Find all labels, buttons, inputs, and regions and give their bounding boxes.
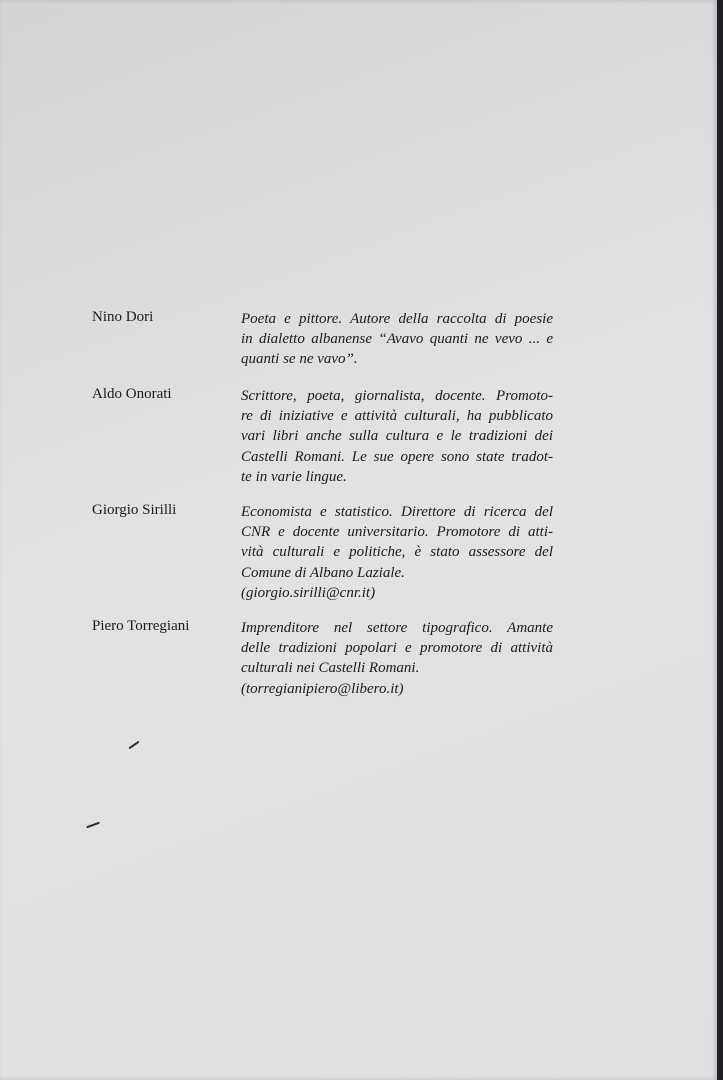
bio-line: delle tradizioni popolari e promotore di attività	[241, 640, 553, 657]
bio-line: Imprenditore nel settore tipografico. Amante	[241, 620, 553, 636]
pencil-mark	[129, 741, 140, 750]
bio-line: culturali nei Castelli Romani.	[241, 660, 420, 677]
bio-line: Economista e statistico. Direttore di ricerca del	[241, 504, 553, 520]
author-bio	[241, 309, 553, 370]
bio-line: Castelli Romani. Le sue opere sono state tradot-	[241, 448, 553, 465]
bio-line: (torregianipiero@libero.it)	[241, 680, 404, 697]
bio-line: CNR e docente universitario. Promotore di atti-	[241, 524, 553, 541]
bio-line: Comune di Albano Laziale.	[241, 564, 405, 581]
author-name: Aldo Onorati	[92, 386, 172, 402]
author-name: Giorgio Sirilli	[92, 502, 177, 518]
bio-line: Scrittore, poeta, giornalista, docente. Promoto-	[241, 388, 553, 404]
bio-line: re di iniziative e attività culturali, ha pubblicato	[241, 408, 553, 425]
pencil-mark	[86, 822, 100, 829]
author-bio	[241, 618, 553, 699]
bio-line: quanti se ne vavo”.	[241, 351, 358, 368]
bio-line: vità culturali e politiche, è stato assessore del	[241, 544, 553, 561]
author-bio	[241, 502, 553, 603]
bio-line: te in varie lingue.	[241, 468, 347, 485]
author-name: Piero Torregiani	[92, 618, 190, 634]
bio-line: vari libri anche sulla cultura e le tradizioni dei	[241, 428, 553, 445]
author-bio	[241, 386, 553, 487]
author-name: Nino Dori	[92, 309, 154, 325]
bio-line: in dialetto albanense “Avavo quanti ne vevo ... e	[241, 331, 553, 348]
bio-line: Poeta e pittore. Autore della raccolta di poesie	[241, 311, 553, 327]
bio-line: (giorgio.sirilli@cnr.it)	[241, 584, 376, 601]
